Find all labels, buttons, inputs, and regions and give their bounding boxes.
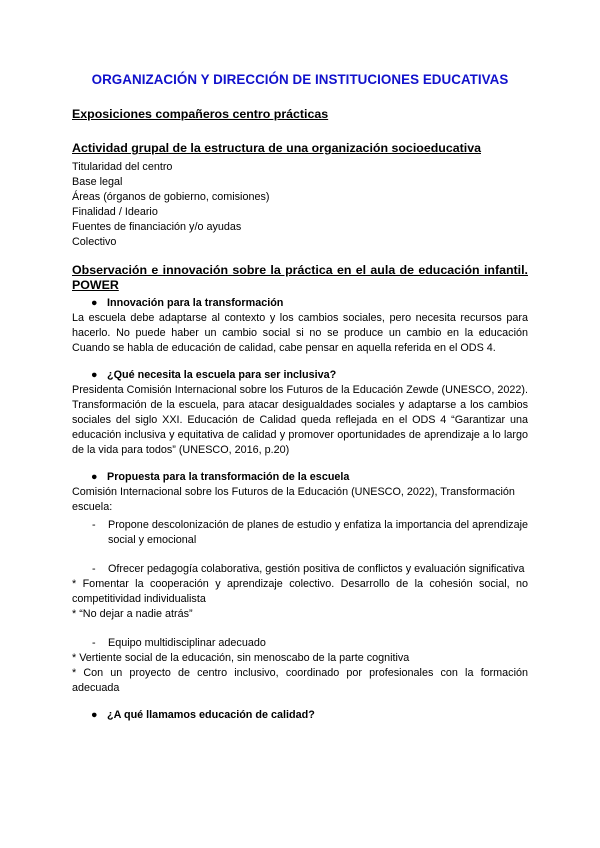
bullet-title: Innovación para la transformación [107,297,284,309]
dash-marker: - [92,563,96,575]
section-heading-exposiciones: Exposiciones compañeros centro prácticas [72,107,329,121]
structure-list [72,160,528,250]
bullet-icon: ● [91,709,98,721]
paragraph-innovacion: La escuela debe adaptarse al contexto y los cambios sociales, pero necesita recursos para hacerlo. No puede haber un cambio social si no se produce un cambio en la educación Cuando se habla de educación de calidad, cabe pensar en aquella referida en el ODS 4. [72,312,528,354]
bullet-icon: ● [91,471,98,483]
bullet-icon: ● [91,297,98,309]
dash-item-equipo [72,636,528,651]
paragraph-propuesta-intro: Comisión Internacional sobre los Futuros de la Educación (UNESCO, 2022), Transformación escuela: [72,486,515,513]
bullet-propuesta [72,470,528,485]
dash-item-pedagogia [72,562,528,577]
bullet-innovacion [72,296,528,311]
bullet-inclusiva [72,368,528,383]
list-item: Titularidad del centro [72,161,173,173]
note-vertiente-social: * Vertiente social de la educación, sin menoscabo de la parte cognitiva [72,652,410,664]
list-item: Colectivo [72,236,117,248]
document-title: ORGANIZACIÓN Y DIRECCIÓN DE INSTITUCIONES EDUCATIVAS [91,72,509,87]
note-proyecto-inclusivo: * Con un proyecto de centro inclusivo, coordinado por profesionales con la formación adecuada [72,667,528,694]
dash-item-text: Equipo multidisciplinar adecuado [108,637,266,649]
note-no-dejar-atras: * “No dejar a nadie atrás” [72,608,193,620]
paragraph-inclusiva: Presidenta Comisión Internacional sobre los Futuros de la Educación Zewde (UNESCO, 2022). Transformación de la escuela, para atacar desigualdades sociales y adaptarse a los cambios sociales del siglo XXI. Educación de Calidad queda reflejada en el ODS 4 “Garantizar una educación inclusiva y equitativa de calidad y promover oportunidades de aprendizaje a lo largo de la vida para todos” (UNESCO, 2016, p.20) [72,384,528,456]
bullet-title: ¿Qué necesita la escuela para ser inclusiva? [107,369,337,381]
bullet-title: Propuesta para la transformación de la escuela [107,471,350,483]
dash-item-text: Propone descolonización de planes de estudio y enfatiza la importancia del aprendizaje social y emocional [108,519,528,546]
dash-marker: - [92,519,96,531]
dash-marker: - [92,637,96,649]
section-heading-observacion: Observación e innovación sobre la práctica en el aula de educación infantil. POWER [72,263,528,292]
list-item: Fuentes de financiación y/o ayudas [72,221,242,233]
list-item: Finalidad / Ideario [72,206,158,218]
bullet-icon: ● [91,369,98,381]
dash-item-text: Ofrecer pedagogía colaborativa, gestión positiva de conflictos y evaluación significativa [108,563,525,575]
section-heading-actividad-grupal: Actividad grupal de la estructura de una organización socioeducativa [72,141,481,155]
dash-item-descolonizacion [72,518,528,548]
list-item: Áreas (órganos de gobierno, comisiones) [72,191,270,203]
note-cooperacion: * Fomentar la cooperación y aprendizaje colectivo. Desarrollo de la cohesión social, no competitividad individualista [72,578,528,605]
list-item: Base legal [72,176,123,188]
bullet-calidad [72,708,528,723]
bullet-title: ¿A qué llamamos educación de calidad? [107,709,315,721]
